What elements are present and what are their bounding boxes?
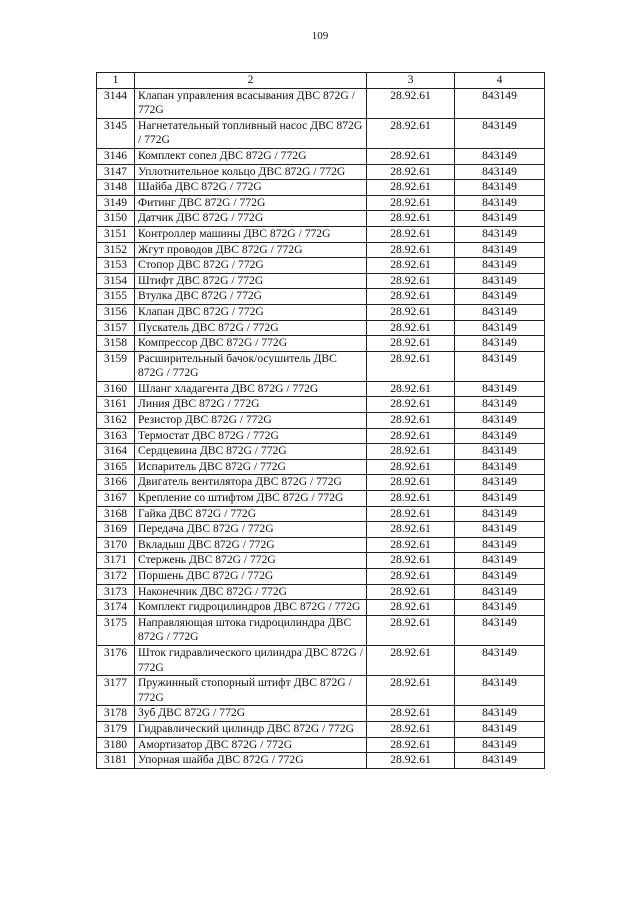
table-row xyxy=(97,118,545,148)
row-number-cell: 3174 xyxy=(97,600,135,616)
tnved-code-cell: 843149 xyxy=(455,506,545,522)
item-name-cell: Пускатель ДВС 872G / 772G xyxy=(135,320,367,336)
item-name-cell: Комплект сопел ДВС 872G / 772G xyxy=(135,148,367,164)
row-number-cell: 3148 xyxy=(97,180,135,196)
row-number-cell: 3159 xyxy=(97,351,135,381)
column-header-1: 1 xyxy=(97,73,135,89)
table-row xyxy=(97,242,545,258)
okpd-code-cell: 28.92.61 xyxy=(367,676,455,706)
row-number-cell: 3150 xyxy=(97,211,135,227)
table-row xyxy=(97,304,545,320)
table-row xyxy=(97,615,545,645)
tnved-code-cell: 843149 xyxy=(455,553,545,569)
table-row xyxy=(97,753,545,769)
row-number-cell: 3160 xyxy=(97,381,135,397)
table-row xyxy=(97,506,545,522)
table-row xyxy=(97,737,545,753)
row-number-cell: 3144 xyxy=(97,88,135,118)
item-name-cell: Стопор ДВС 872G / 772G xyxy=(135,258,367,274)
row-number-cell: 3165 xyxy=(97,459,135,475)
row-number-cell: 3154 xyxy=(97,273,135,289)
page-number: 109 xyxy=(311,30,329,42)
tnved-code-cell: 843149 xyxy=(455,537,545,553)
tnved-code-cell: 843149 xyxy=(455,351,545,381)
row-number-cell: 3180 xyxy=(97,737,135,753)
table-row xyxy=(97,273,545,289)
row-number-cell: 3149 xyxy=(97,195,135,211)
table-row xyxy=(97,706,545,722)
okpd-code-cell: 28.92.61 xyxy=(367,459,455,475)
table-row xyxy=(97,475,545,491)
okpd-code-cell: 28.92.61 xyxy=(367,180,455,196)
row-number-cell: 3170 xyxy=(97,537,135,553)
row-number-cell: 3161 xyxy=(97,397,135,413)
row-number-cell: 3176 xyxy=(97,645,135,675)
item-name-cell: Крепление со штифтом ДВС 872G / 772G xyxy=(135,491,367,507)
tnved-code-cell: 843149 xyxy=(455,118,545,148)
item-name-cell: Комплект гидроцилиндров ДВС 872G / 772G xyxy=(135,600,367,616)
item-name-cell: Термостат ДВС 872G / 772G xyxy=(135,428,367,444)
column-header-2: 2 xyxy=(135,73,367,89)
row-number-cell: 3158 xyxy=(97,336,135,352)
column-header-4: 4 xyxy=(455,73,545,89)
item-name-cell: Компрессор ДВС 872G / 772G xyxy=(135,336,367,352)
row-number-cell: 3146 xyxy=(97,148,135,164)
row-number-cell: 3177 xyxy=(97,676,135,706)
table-row xyxy=(97,195,545,211)
table-row xyxy=(97,444,545,460)
row-number-cell: 3167 xyxy=(97,491,135,507)
tnved-code-cell: 843149 xyxy=(455,459,545,475)
table-row xyxy=(97,569,545,585)
table-row xyxy=(97,180,545,196)
table-row xyxy=(97,320,545,336)
item-name-cell: Нагнетательный топливный насос ДВС 872G / 772G xyxy=(135,118,367,148)
item-name-cell: Пружинный стопорный штифт ДВС 872G / 772G xyxy=(135,676,367,706)
row-number-cell: 3172 xyxy=(97,569,135,585)
item-name-cell: Втулка ДВС 872G / 772G xyxy=(135,289,367,305)
table-row xyxy=(97,645,545,675)
item-name-cell: Линия ДВС 872G / 772G xyxy=(135,397,367,413)
okpd-code-cell: 28.92.61 xyxy=(367,381,455,397)
okpd-code-cell: 28.92.61 xyxy=(367,211,455,227)
okpd-code-cell: 28.92.61 xyxy=(367,491,455,507)
item-name-cell: Штифт ДВС 872G / 772G xyxy=(135,273,367,289)
okpd-code-cell: 28.92.61 xyxy=(367,164,455,180)
item-name-cell: Направляющая штока гидроцилиндра ДВС 872G / 772G xyxy=(135,615,367,645)
item-name-cell: Шток гидравлического цилиндра ДВС 872G / 772G xyxy=(135,645,367,675)
table-row xyxy=(97,164,545,180)
row-number-cell: 3163 xyxy=(97,428,135,444)
okpd-code-cell: 28.92.61 xyxy=(367,753,455,769)
table-row xyxy=(97,522,545,538)
table-row xyxy=(97,88,545,118)
okpd-code-cell: 28.92.61 xyxy=(367,522,455,538)
item-name-cell: Вкладыш ДВС 872G / 772G xyxy=(135,537,367,553)
okpd-code-cell: 28.92.61 xyxy=(367,273,455,289)
tnved-code-cell: 843149 xyxy=(455,428,545,444)
tnved-code-cell: 843149 xyxy=(455,273,545,289)
tnved-code-cell: 843149 xyxy=(455,413,545,429)
okpd-code-cell: 28.92.61 xyxy=(367,721,455,737)
row-number-cell: 3152 xyxy=(97,242,135,258)
row-number-cell: 3145 xyxy=(97,118,135,148)
tnved-code-cell: 843149 xyxy=(455,164,545,180)
tnved-code-cell: 843149 xyxy=(455,320,545,336)
okpd-code-cell: 28.92.61 xyxy=(367,428,455,444)
item-name-cell: Клапан управления всасывания ДВС 872G / 772G xyxy=(135,88,367,118)
okpd-code-cell: 28.92.61 xyxy=(367,258,455,274)
tnved-code-cell: 843149 xyxy=(455,584,545,600)
item-name-cell: Упорная шайба ДВС 872G / 772G xyxy=(135,753,367,769)
tnved-code-cell: 843149 xyxy=(455,397,545,413)
item-name-cell: Передача ДВС 872G / 772G xyxy=(135,522,367,538)
item-name-cell: Жгут проводов ДВС 872G / 772G xyxy=(135,242,367,258)
table-row xyxy=(97,459,545,475)
item-name-cell: Зуб ДВС 872G / 772G xyxy=(135,706,367,722)
item-name-cell: Амортизатор ДВС 872G / 772G xyxy=(135,737,367,753)
table-row xyxy=(97,351,545,381)
tnved-code-cell: 843149 xyxy=(455,304,545,320)
okpd-code-cell: 28.92.61 xyxy=(367,600,455,616)
table-row xyxy=(97,211,545,227)
table-row xyxy=(97,148,545,164)
item-name-cell: Наконечник ДВС 872G / 772G xyxy=(135,584,367,600)
item-name-cell: Гайка ДВС 872G / 772G xyxy=(135,506,367,522)
table-row xyxy=(97,721,545,737)
item-name-cell: Двигатель вентилятора ДВС 872G / 772G xyxy=(135,475,367,491)
table-row xyxy=(97,258,545,274)
tnved-code-cell: 843149 xyxy=(455,336,545,352)
tnved-code-cell: 843149 xyxy=(455,737,545,753)
row-number-cell: 3168 xyxy=(97,506,135,522)
tnved-code-cell: 843149 xyxy=(455,721,545,737)
item-name-cell: Фитинг ДВС 872G / 772G xyxy=(135,195,367,211)
okpd-code-cell: 28.92.61 xyxy=(367,444,455,460)
tnved-code-cell: 843149 xyxy=(455,753,545,769)
okpd-code-cell: 28.92.61 xyxy=(367,475,455,491)
row-number-cell: 3151 xyxy=(97,226,135,242)
row-number-cell: 3166 xyxy=(97,475,135,491)
tnved-code-cell: 843149 xyxy=(455,226,545,242)
tnved-code-cell: 843149 xyxy=(455,148,545,164)
row-number-cell: 3175 xyxy=(97,615,135,645)
tnved-code-cell: 843149 xyxy=(455,491,545,507)
okpd-code-cell: 28.92.61 xyxy=(367,706,455,722)
row-number-cell: 3162 xyxy=(97,413,135,429)
item-name-cell: Испаритель ДВС 872G / 772G xyxy=(135,459,367,475)
table-row xyxy=(97,428,545,444)
tnved-code-cell: 843149 xyxy=(455,522,545,538)
item-name-cell: Датчик ДВС 872G / 772G xyxy=(135,211,367,227)
table-row xyxy=(97,491,545,507)
tnved-code-cell: 843149 xyxy=(455,444,545,460)
table-row xyxy=(97,553,545,569)
okpd-code-cell: 28.92.61 xyxy=(367,584,455,600)
row-number-cell: 3173 xyxy=(97,584,135,600)
tnved-code-cell: 843149 xyxy=(455,615,545,645)
item-name-cell: Гидравлический цилиндр ДВС 872G / 772G xyxy=(135,721,367,737)
row-number-cell: 3164 xyxy=(97,444,135,460)
table-row xyxy=(97,413,545,429)
row-number-cell: 3157 xyxy=(97,320,135,336)
okpd-code-cell: 28.92.61 xyxy=(367,88,455,118)
table-header-row xyxy=(97,73,545,89)
item-name-cell: Контроллер машины ДВС 872G / 772G xyxy=(135,226,367,242)
tnved-code-cell: 843149 xyxy=(455,88,545,118)
row-number-cell: 3169 xyxy=(97,522,135,538)
okpd-code-cell: 28.92.61 xyxy=(367,242,455,258)
tnved-code-cell: 843149 xyxy=(455,195,545,211)
item-name-cell: Клапан ДВС 872G / 772G xyxy=(135,304,367,320)
okpd-code-cell: 28.92.61 xyxy=(367,615,455,645)
tnved-code-cell: 843149 xyxy=(455,600,545,616)
okpd-code-cell: 28.92.61 xyxy=(367,195,455,211)
item-name-cell: Шланг хладагента ДВС 872G / 772G xyxy=(135,381,367,397)
row-number-cell: 3181 xyxy=(97,753,135,769)
table-row xyxy=(97,336,545,352)
tnved-code-cell: 843149 xyxy=(455,258,545,274)
item-name-cell: Сердцевина ДВС 872G / 772G xyxy=(135,444,367,460)
okpd-code-cell: 28.92.61 xyxy=(367,645,455,675)
table-row xyxy=(97,381,545,397)
row-number-cell: 3156 xyxy=(97,304,135,320)
table-row xyxy=(97,584,545,600)
item-name-cell: Стержень ДВС 872G / 772G xyxy=(135,553,367,569)
okpd-code-cell: 28.92.61 xyxy=(367,148,455,164)
tnved-code-cell: 843149 xyxy=(455,289,545,305)
tnved-code-cell: 843149 xyxy=(455,706,545,722)
okpd-code-cell: 28.92.61 xyxy=(367,226,455,242)
row-number-cell: 3179 xyxy=(97,721,135,737)
row-number-cell: 3171 xyxy=(97,553,135,569)
item-name-cell: Уплотнительное кольцо ДВС 872G / 772G xyxy=(135,164,367,180)
tnved-code-cell: 843149 xyxy=(455,645,545,675)
tnved-code-cell: 843149 xyxy=(455,211,545,227)
okpd-code-cell: 28.92.61 xyxy=(367,737,455,753)
table-row xyxy=(97,676,545,706)
row-number-cell: 3147 xyxy=(97,164,135,180)
tnved-code-cell: 843149 xyxy=(455,180,545,196)
tnved-code-cell: 843149 xyxy=(455,475,545,491)
item-name-cell: Поршень ДВС 872G / 772G xyxy=(135,569,367,585)
tnved-code-cell: 843149 xyxy=(455,569,545,585)
okpd-code-cell: 28.92.61 xyxy=(367,413,455,429)
tnved-code-cell: 843149 xyxy=(455,242,545,258)
row-number-cell: 3155 xyxy=(97,289,135,305)
row-number-cell: 3153 xyxy=(97,258,135,274)
tnved-code-cell: 843149 xyxy=(455,676,545,706)
okpd-code-cell: 28.92.61 xyxy=(367,553,455,569)
okpd-code-cell: 28.92.61 xyxy=(367,289,455,305)
item-name-cell: Расширительный бачок/осушитель ДВС 872G / 772G xyxy=(135,351,367,381)
table-row xyxy=(97,397,545,413)
okpd-code-cell: 28.92.61 xyxy=(367,304,455,320)
table-row xyxy=(97,289,545,305)
column-header-3: 3 xyxy=(367,73,455,89)
table-row xyxy=(97,537,545,553)
okpd-code-cell: 28.92.61 xyxy=(367,351,455,381)
okpd-code-cell: 28.92.61 xyxy=(367,320,455,336)
table-body xyxy=(97,88,545,768)
table-row xyxy=(97,226,545,242)
okpd-code-cell: 28.92.61 xyxy=(367,118,455,148)
okpd-code-cell: 28.92.61 xyxy=(367,569,455,585)
item-name-cell: Шайба ДВС 872G / 772G xyxy=(135,180,367,196)
okpd-code-cell: 28.92.61 xyxy=(367,506,455,522)
tnved-code-cell: 843149 xyxy=(455,381,545,397)
okpd-code-cell: 28.92.61 xyxy=(367,336,455,352)
row-number-cell: 3178 xyxy=(97,706,135,722)
table-row xyxy=(97,600,545,616)
item-name-cell: Резистор ДВС 872G / 772G xyxy=(135,413,367,429)
okpd-code-cell: 28.92.61 xyxy=(367,397,455,413)
okpd-code-cell: 28.92.61 xyxy=(367,537,455,553)
items-table xyxy=(96,72,545,769)
